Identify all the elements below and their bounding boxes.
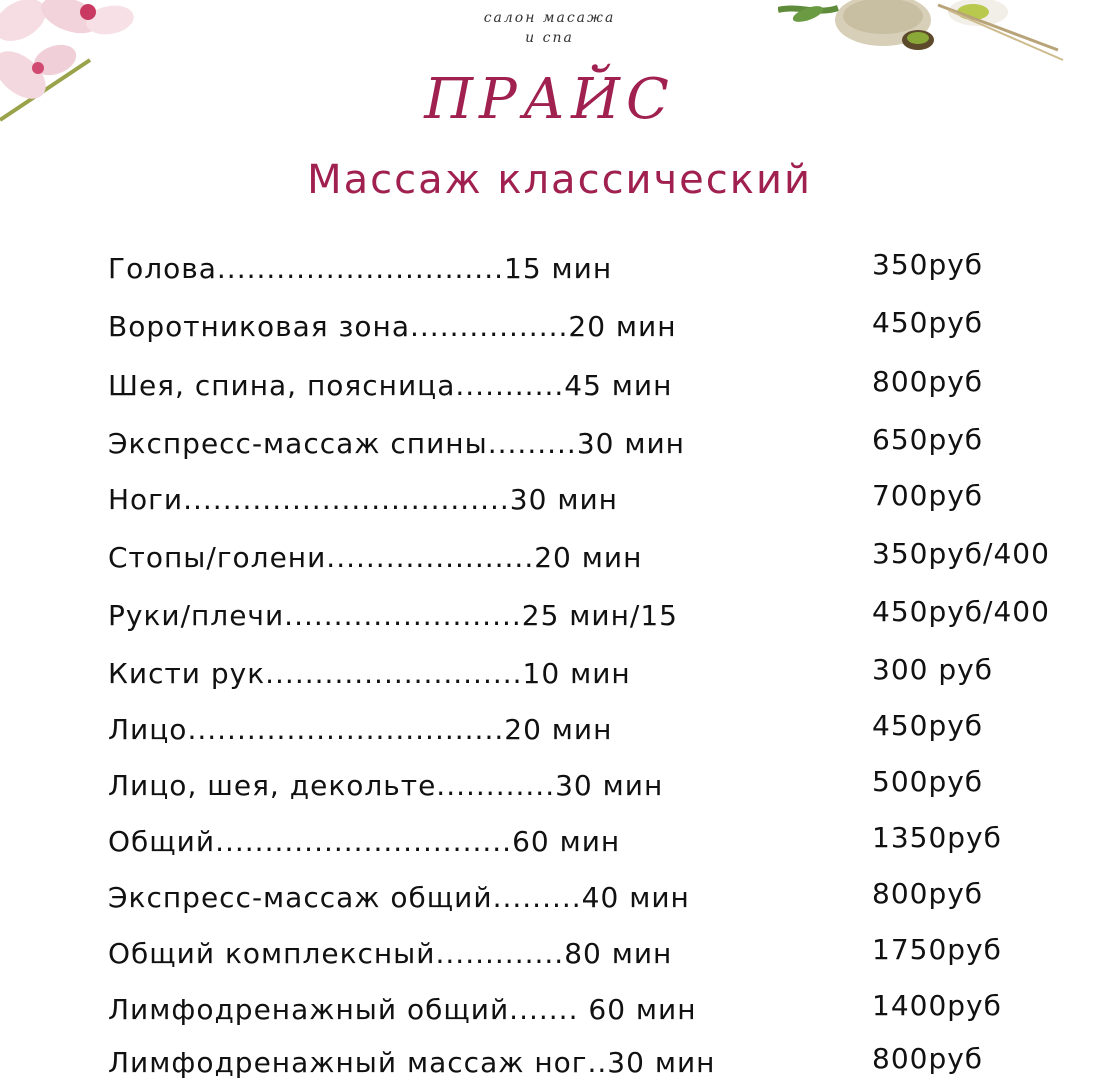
service-name-duration: Лицо................................20 мин [108, 713, 613, 746]
price-row [108, 592, 1098, 640]
service-name-duration: Кисти рук..........................10 мин [108, 657, 631, 690]
service-price: 300 руб [872, 653, 993, 686]
price-row [108, 986, 1098, 1034]
service-price: 650руб [872, 423, 984, 456]
service-name-duration: Лимфодренажный общий....... 60 мин [108, 993, 697, 1026]
service-name-duration: Общий..............................60 мин [108, 825, 621, 858]
service-price: 1750руб [872, 933, 1002, 966]
service-name-duration: Голова.............................15 мин [108, 252, 613, 285]
price-row [108, 762, 1098, 810]
service-name-duration: Общий комплексный.............80 мин [108, 937, 673, 970]
service-price: 1400руб [872, 989, 1002, 1022]
price-row [108, 303, 1098, 351]
price-row [108, 818, 1098, 866]
service-price: 800руб [872, 877, 984, 910]
service-price: 450руб [872, 306, 984, 339]
service-price: 700руб [872, 479, 984, 512]
service-name-duration: Ноги.................................30 мин [108, 483, 618, 516]
price-row [108, 362, 1098, 410]
service-name-duration: Шея, спина, поясница...........45 мин [108, 369, 673, 402]
service-price: 450руб [872, 709, 984, 742]
service-price: 800руб [872, 1042, 984, 1075]
salon-name-line2: и спа [525, 30, 574, 46]
page-title: ПРАЙС [424, 67, 675, 132]
price-row [108, 930, 1098, 978]
service-price: 1350руб [872, 821, 1002, 854]
price-row [108, 650, 1098, 698]
salon-name-line1: салон масажа [483, 10, 616, 26]
service-name-duration: Экспресс-массаж общий.........40 мин [108, 881, 690, 914]
price-row [108, 874, 1098, 922]
service-price: 800руб [872, 365, 984, 398]
section-subtitle: Массаж классический [307, 157, 812, 203]
service-name-duration: Экспресс-массаж спины.........30 мин [108, 427, 685, 460]
service-name-duration: Руки/плечи........................25 мин/15 [108, 599, 678, 632]
service-price: 350руб [872, 248, 984, 281]
service-name-duration: Лимфодренажный массаж ног..30 мин [108, 1046, 716, 1079]
service-name-duration: Воротниковая зона................20 мин [108, 310, 677, 343]
service-price: 450руб/400 [872, 595, 1050, 628]
service-price: 500руб [872, 765, 984, 798]
service-price: 350руб/400 [872, 537, 1050, 570]
service-name-duration: Стопы/голени.....................20 мин [108, 541, 643, 574]
price-row [108, 245, 1098, 293]
price-row [108, 476, 1098, 524]
price-row [108, 534, 1098, 582]
price-row [108, 420, 1098, 468]
service-name-duration: Лицо, шея, декольте............30 мин [108, 769, 664, 802]
price-row [108, 706, 1098, 754]
